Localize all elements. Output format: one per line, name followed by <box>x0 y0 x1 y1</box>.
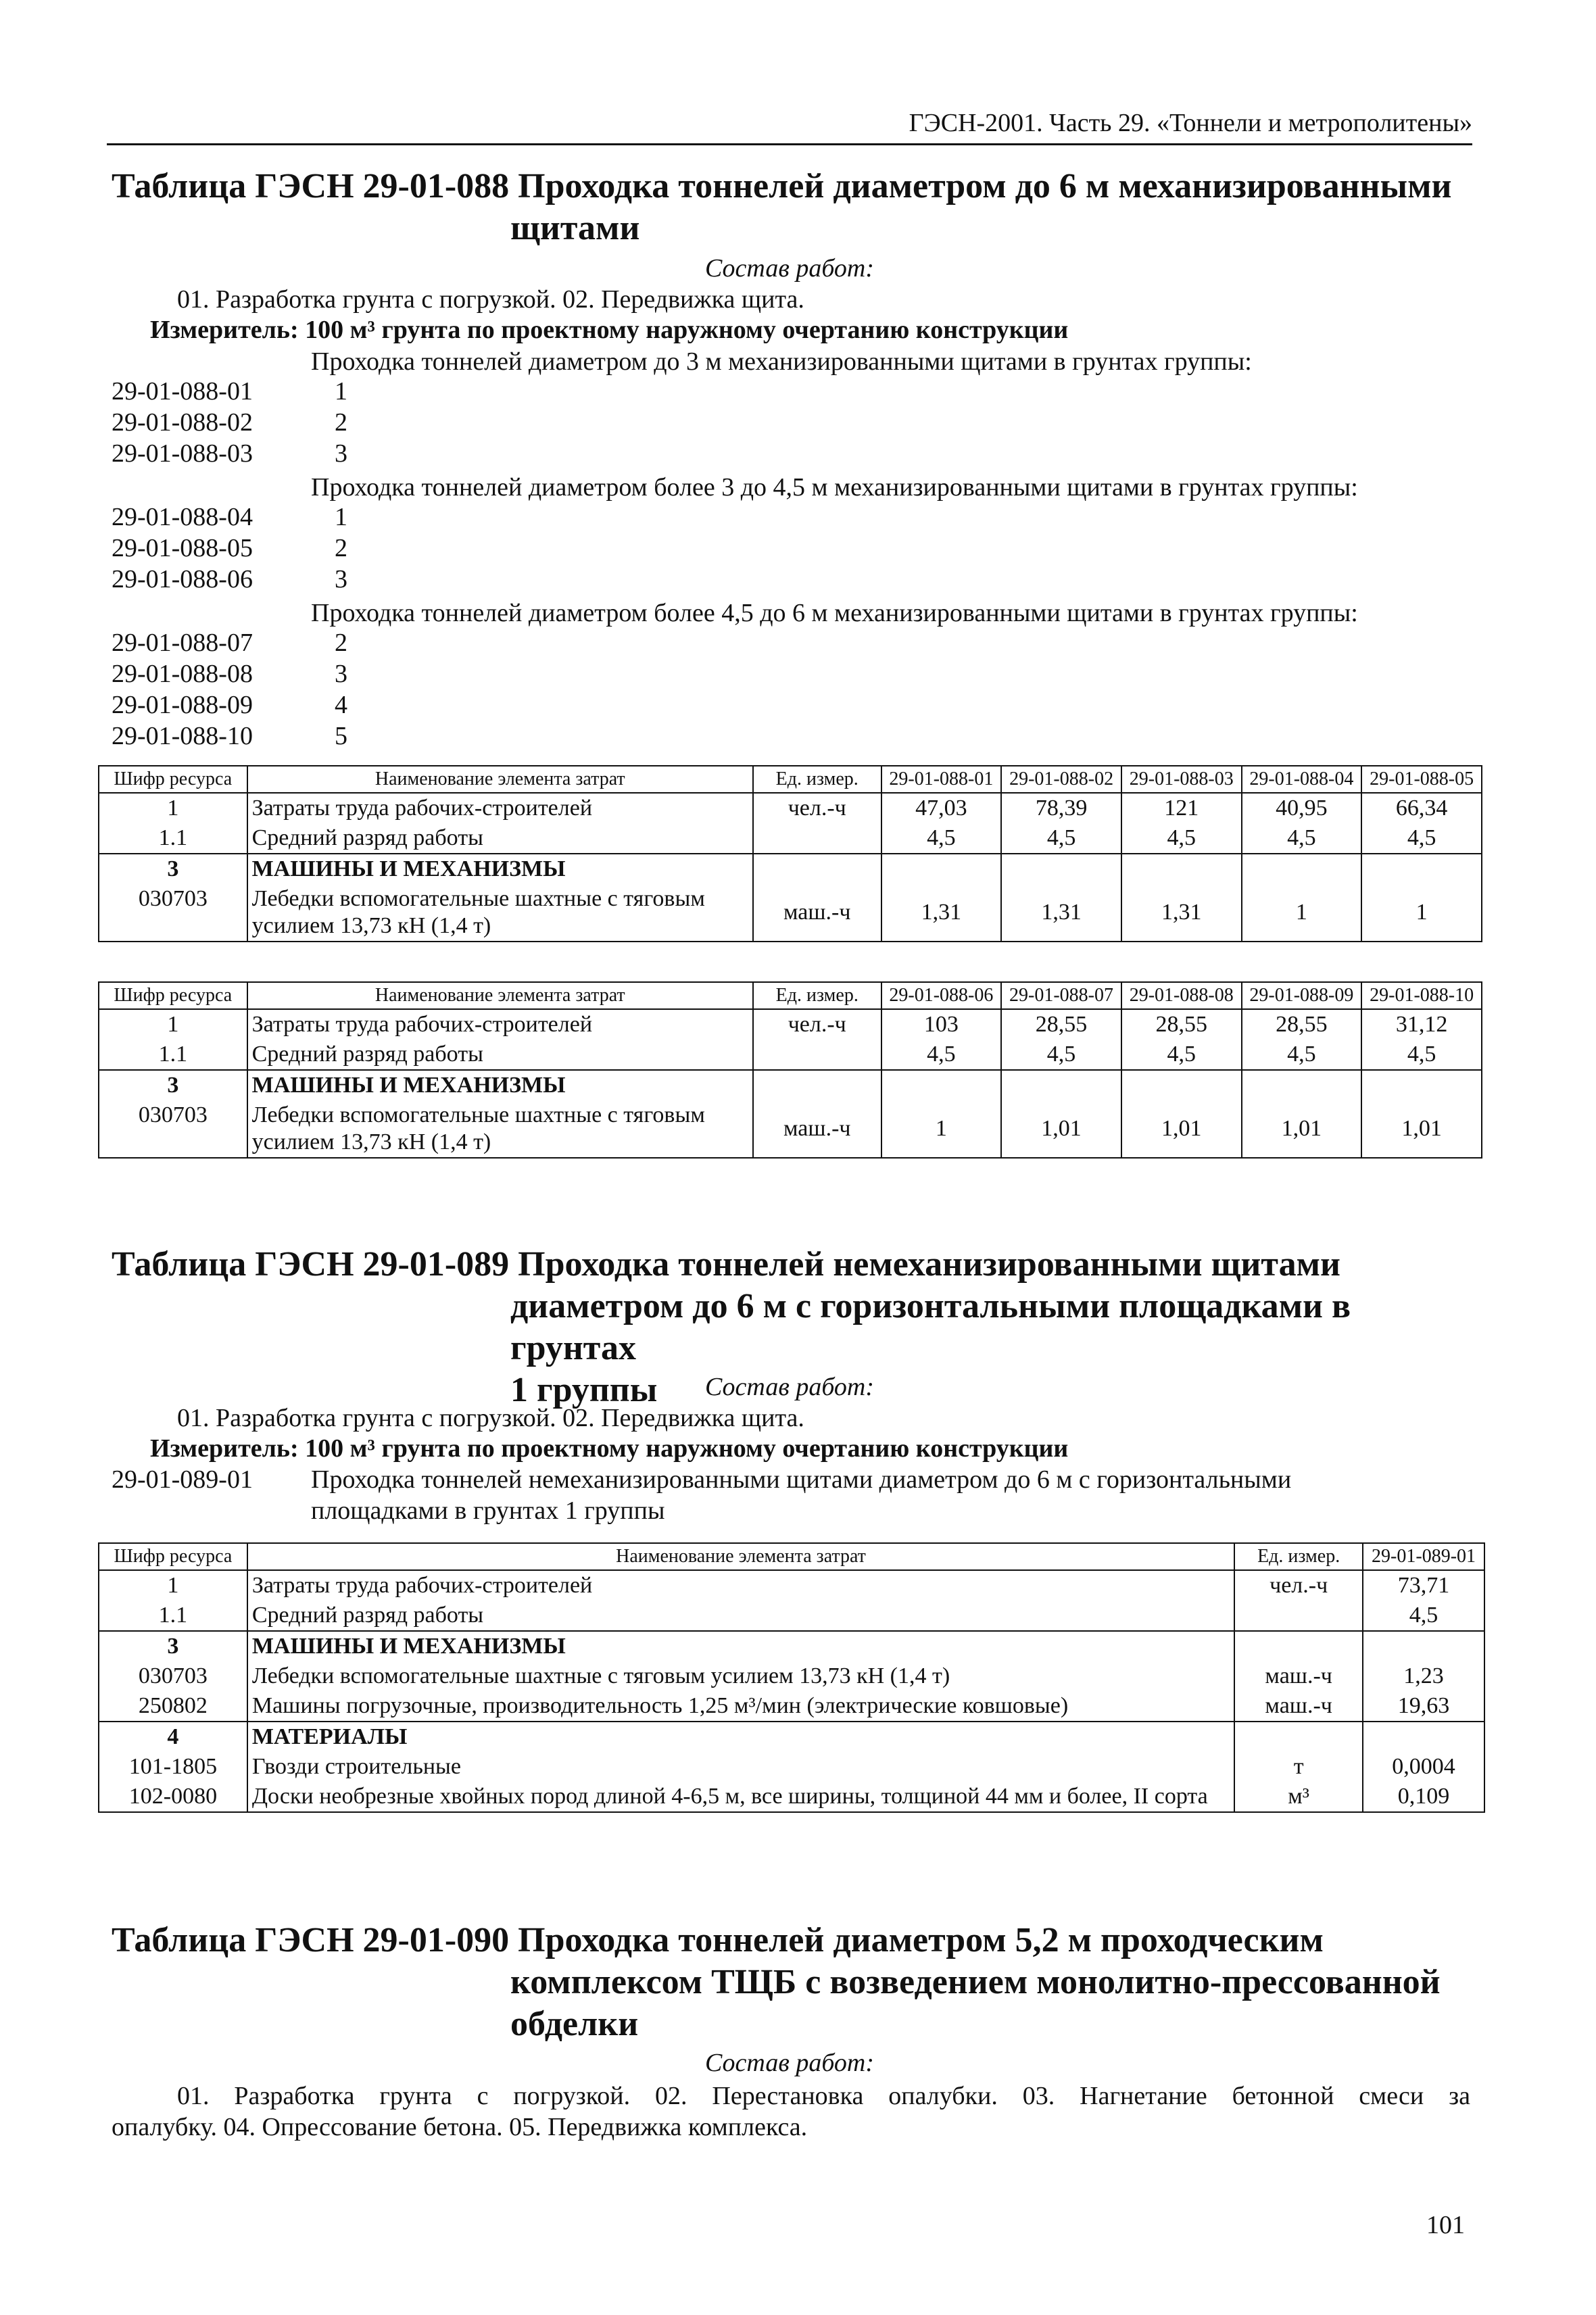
th-code: Шифр ресурса <box>99 766 247 793</box>
cell-name: Средний разряд работы <box>247 1601 1234 1631</box>
cell-val: 1,23 <box>1363 1661 1484 1691</box>
cell-val: 19,63 <box>1363 1691 1484 1722</box>
th-col: 29-01-088-01 <box>881 766 1002 793</box>
resource-table-089 <box>98 1542 1485 1813</box>
soil-group: 5 <box>335 722 347 750</box>
table-row: 030703 Лебедки вспомогательные шахтные с тяговым усилием 13,73 кН (1,4 т) маш.-ч 1 1,01 1,01 1,01 1,01 <box>99 1100 1482 1158</box>
th-col: 29-01-088-04 <box>1242 766 1362 793</box>
code-list-1 <box>112 376 347 469</box>
th-unit: Ед. измер. <box>753 982 881 1009</box>
cell-code: 102-0080 <box>99 1782 247 1812</box>
soil-group: 3 <box>335 660 347 688</box>
code-row <box>112 407 347 438</box>
norm-code: 29-01-088-01 <box>112 377 253 406</box>
cell-code: 1 <box>99 1570 247 1601</box>
cell-name: МАШИНЫ И МЕХАНИЗМЫ <box>247 1631 1234 1661</box>
code-row <box>112 376 347 407</box>
cell-unit <box>1234 1722 1363 1752</box>
code-row <box>112 564 347 595</box>
works-heading: Состав работ: <box>704 254 875 283</box>
title-line-2: диаметром до 6 м с горизонтальными площадками в грунтах <box>510 1287 1351 1367</box>
soil-group: 4 <box>335 691 347 719</box>
title-line-3: обделки <box>510 2005 639 2043</box>
meter-line: Измеритель: 100 м³ грунта по проектному наружному очертанию конструкции <box>150 1434 1069 1463</box>
resource-table-088-b <box>98 981 1482 1159</box>
title-line-2: комплексом ТЩБ с возведением монолитно-прессованной <box>510 1963 1441 2001</box>
table-row <box>99 1570 1484 1601</box>
code-row <box>112 689 347 721</box>
table-row: 1.1 Средний разряд работы 4,5 4,5 4,5 4,5 4,5 <box>99 1040 1482 1070</box>
table-row <box>99 1661 1484 1691</box>
norm-code: 29-01-088-07 <box>112 629 253 657</box>
cell-code: 101-1805 <box>99 1752 247 1782</box>
norm-code: 29-01-088-04 <box>112 503 253 531</box>
table-row: 1 Затраты труда рабочих-строителей чел.-ч 103 28,55 28,55 28,55 31,12 <box>99 1009 1482 1040</box>
code-row <box>112 438 347 469</box>
norm-code: 29-01-088-03 <box>112 439 253 468</box>
th-col: 29-01-088-03 <box>1121 766 1242 793</box>
norm-description: Проходка тоннелей немеханизированными щитами диаметром до 6 м с горизонтальными площадками в грунтах 1 группы <box>311 1465 1292 1525</box>
code-row <box>112 502 347 533</box>
table-row: 1.1 Средний разряд работы 4,5 4,5 4,5 4,5 4,5 <box>99 823 1482 854</box>
cell-unit: чел.-ч <box>1234 1570 1363 1601</box>
th-col: 29-01-088-06 <box>881 982 1002 1009</box>
norm-code: 29-01-088-05 <box>112 534 253 562</box>
cell-val: 0,109 <box>1363 1782 1484 1812</box>
title-line-3: 1 группы <box>510 1371 658 1409</box>
norm-code: 29-01-089-01 <box>112 1465 253 1494</box>
meter-line: Измеритель: 100 м³ грунта по проектному наружному очертанию конструкции <box>150 316 1069 344</box>
cell-unit: м³ <box>1234 1782 1363 1812</box>
code-row <box>112 721 347 752</box>
works-heading: Состав работ: <box>704 2049 875 2077</box>
norm-code: 29-01-088-08 <box>112 660 253 688</box>
table-090-title <box>112 1920 1470 2045</box>
soil-group: 1 <box>335 377 347 406</box>
th-col: 29-01-088-05 <box>1361 766 1482 793</box>
soil-group: 3 <box>335 565 347 593</box>
soil-group: 2 <box>335 629 347 657</box>
cell-unit: т <box>1234 1752 1363 1782</box>
norm-code: 29-01-088-09 <box>112 691 253 719</box>
code-list-2 <box>112 502 347 595</box>
cell-val <box>1363 1631 1484 1661</box>
resource-table-088-a <box>98 765 1482 942</box>
cell-code: 3 <box>99 1631 247 1661</box>
th-col: 29-01-088-02 <box>1001 766 1121 793</box>
table-row: 3 МАШИНЫ И МЕХАНИЗМЫ <box>99 1070 1482 1100</box>
table-row <box>99 1601 1484 1631</box>
th-unit: Ед. измер. <box>1234 1543 1363 1570</box>
th-name: Наименование элемента затрат <box>247 766 753 793</box>
table-row <box>99 1752 1484 1782</box>
cell-name: Затраты труда рабочих-строителей <box>247 1570 1234 1601</box>
soil-group: 2 <box>335 408 347 437</box>
cell-code: 250802 <box>99 1691 247 1722</box>
title-line-1: Таблица ГЭСН 29-01-088 Проходка тоннелей диаметром до 6 м механизированными <box>112 167 1452 205</box>
th-col: 29-01-089-01 <box>1363 1543 1484 1570</box>
cell-name: Гвозди строительные <box>247 1752 1234 1782</box>
th-col: 29-01-088-07 <box>1001 982 1121 1009</box>
cell-val: 73,71 <box>1363 1570 1484 1601</box>
cell-val: 4,5 <box>1363 1601 1484 1631</box>
soil-group: 1 <box>335 503 347 531</box>
soil-group: 3 <box>335 439 347 468</box>
th-code: Шифр ресурса <box>99 982 247 1009</box>
cell-code: 1.1 <box>99 1601 247 1631</box>
cell-name: МАТЕРИАЛЫ <box>247 1722 1234 1752</box>
code-row <box>112 533 347 564</box>
running-header: ГЭСН-2001. Часть 29. «Тоннели и метрополитены» <box>107 108 1472 145</box>
table-088-title <box>112 166 1470 249</box>
norm-code: 29-01-088-10 <box>112 722 253 750</box>
title-line-1: Таблица ГЭСН 29-01-089 Проходка тоннелей немеханизированными щитами <box>112 1245 1340 1284</box>
cell-name: Лебедки вспомогательные шахтные с тяговым усилием 13,73 кН (1,4 т) <box>247 1661 1234 1691</box>
cell-name: Доски необрезные хвойных пород длиной 4-6,5 м, все ширины, толщиной 44 мм и более, II сорта <box>247 1782 1234 1812</box>
table-row: 030703 Лебедки вспомогательные шахтные с тяговым усилием 13,73 кН (1,4 т) маш.-ч 1,31 1,31 1,31 1 1 <box>99 884 1482 942</box>
works-list: 01. Разработка грунта с погрузкой. 02. Передвижка щита. <box>177 1404 804 1432</box>
table-row: 3 МАШИНЫ И МЕХАНИЗМЫ <box>99 854 1482 884</box>
soil-group: 2 <box>335 534 347 562</box>
code-list-3 <box>112 627 347 752</box>
cell-unit: маш.-ч <box>1234 1661 1363 1691</box>
th-name: Наименование элемента затрат <box>247 1543 1234 1570</box>
table-row <box>99 1722 1484 1752</box>
title-line-1: Таблица ГЭСН 29-01-090 Проходка тоннелей диаметром 5,2 м проходческим <box>112 1921 1324 1959</box>
norm-code: 29-01-088-06 <box>112 565 253 593</box>
works-list: 01. Разработка грунта с погрузкой. 02. Передвижка щита. <box>177 285 804 314</box>
cell-name: Машины погрузочные, производительность 1,25 м³/мин (электрические ковшовые) <box>247 1691 1234 1722</box>
group-heading-1: Проходка тоннелей диаметром до 3 м механизированными щитами в грунтах группы: <box>311 347 1252 376</box>
table-row: 1 Затраты труда рабочих-строителей чел.-ч 47,03 78,39 121 40,95 66,34 <box>99 793 1482 823</box>
cell-unit: маш.-ч <box>1234 1691 1363 1722</box>
group-heading-2: Проходка тоннелей диаметром более 3 до 4,5 м механизированными щитами в грунтах группы: <box>311 473 1358 502</box>
title-line-2: щитами <box>510 209 640 247</box>
th-col: 29-01-088-08 <box>1121 982 1242 1009</box>
code-row <box>112 658 347 689</box>
table-row <box>99 1631 1484 1661</box>
works-list: 01. Разработка грунта с погрузкой. 02. Перестановка опалубки. 03. Нагнетание бетонной смеси за опалубку. 04. Опрессование бетона. 05. Передвижка комплекса. <box>112 2082 1470 2141</box>
cell-code: 030703 <box>99 1661 247 1691</box>
th-unit: Ед. измер. <box>753 766 881 793</box>
group-heading-3: Проходка тоннелей диаметром более 4,5 до 6 м механизированными щитами в грунтах группы: <box>311 599 1358 627</box>
cell-unit <box>1234 1631 1363 1661</box>
table-row <box>99 1691 1484 1722</box>
cell-code: 4 <box>99 1722 247 1752</box>
th-col: 29-01-088-09 <box>1242 982 1362 1009</box>
norm-code: 29-01-088-02 <box>112 408 253 437</box>
th-name: Наименование элемента затрат <box>247 982 753 1009</box>
cell-unit <box>1234 1601 1363 1631</box>
th-col: 29-01-088-10 <box>1361 982 1482 1009</box>
th-code: Шифр ресурса <box>99 1543 247 1570</box>
page-number: 101 <box>1426 2211 1465 2239</box>
table-row <box>99 1782 1484 1812</box>
code-row <box>112 627 347 658</box>
cell-val: 0,0004 <box>1363 1752 1484 1782</box>
cell-val <box>1363 1722 1484 1752</box>
works-heading: Состав работ: <box>704 1373 875 1401</box>
